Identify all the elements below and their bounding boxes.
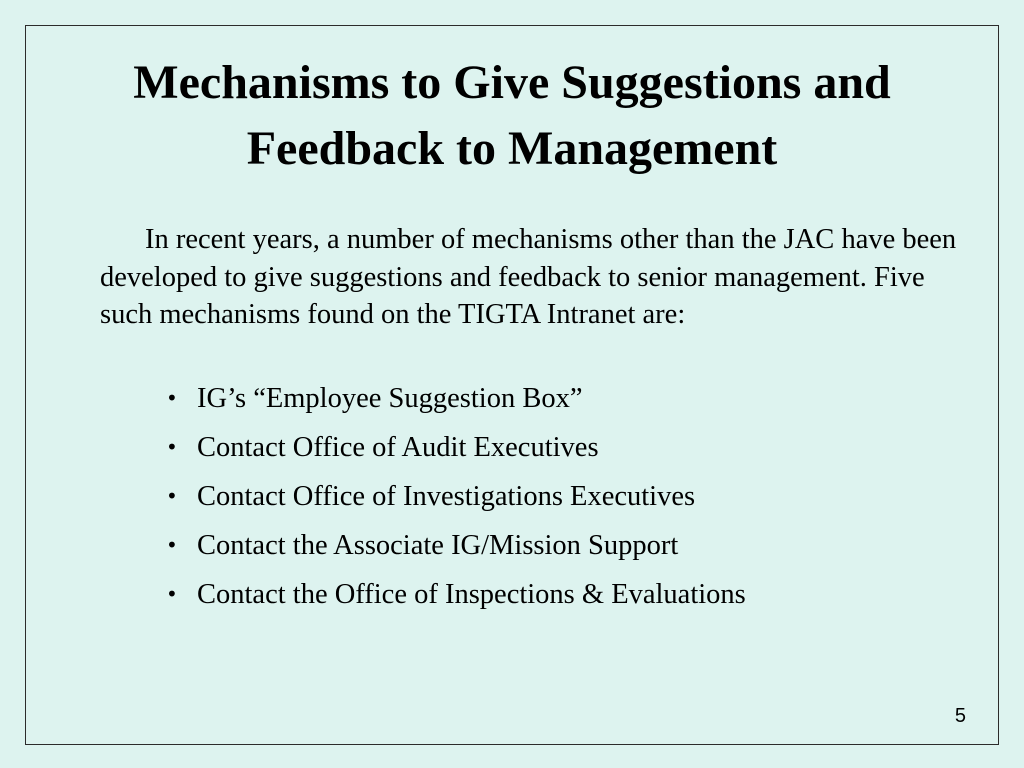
bullet-point-icon: •	[166, 435, 178, 459]
bullet-item-audit-executives	[160, 429, 960, 466]
bullet-text: Contact the Office of Inspections & Evaluations	[197, 579, 746, 610]
mechanisms-bullet-list	[160, 380, 960, 625]
bullet-text: Contact the Associate IG/Mission Support	[197, 530, 679, 561]
bullet-point-icon: •	[166, 533, 178, 557]
bullet-item-investigations-executives	[160, 478, 960, 515]
bullet-point-icon: •	[166, 484, 178, 508]
bullet-item-associate-ig	[160, 527, 960, 564]
bullet-point-icon: •	[166, 386, 178, 410]
bullet-text: Contact Office of Investigations Executives	[197, 481, 696, 512]
slide-title-line-1: Mechanisms to Give Suggestions and	[133, 56, 891, 109]
intro-paragraph: In recent years, a number of mechanisms other than the JAC have been developed to give suggestions and feedback to senior management. Five such mechanisms found on the TIGTA Intranet are:	[100, 224, 957, 330]
slide-title-line-2: Feedback to Management	[246, 122, 778, 175]
bullet-text: Contact Office of Audit Executives	[197, 432, 599, 463]
slide-page-number: 5	[954, 705, 966, 727]
bullet-item-suggestion-box	[160, 380, 960, 417]
bullet-text: IG’s “Employee Suggestion Box”	[197, 383, 583, 414]
slide-title	[25, 50, 999, 182]
bullet-item-inspections-evaluations	[160, 576, 960, 613]
bullet-point-icon: •	[166, 582, 178, 606]
